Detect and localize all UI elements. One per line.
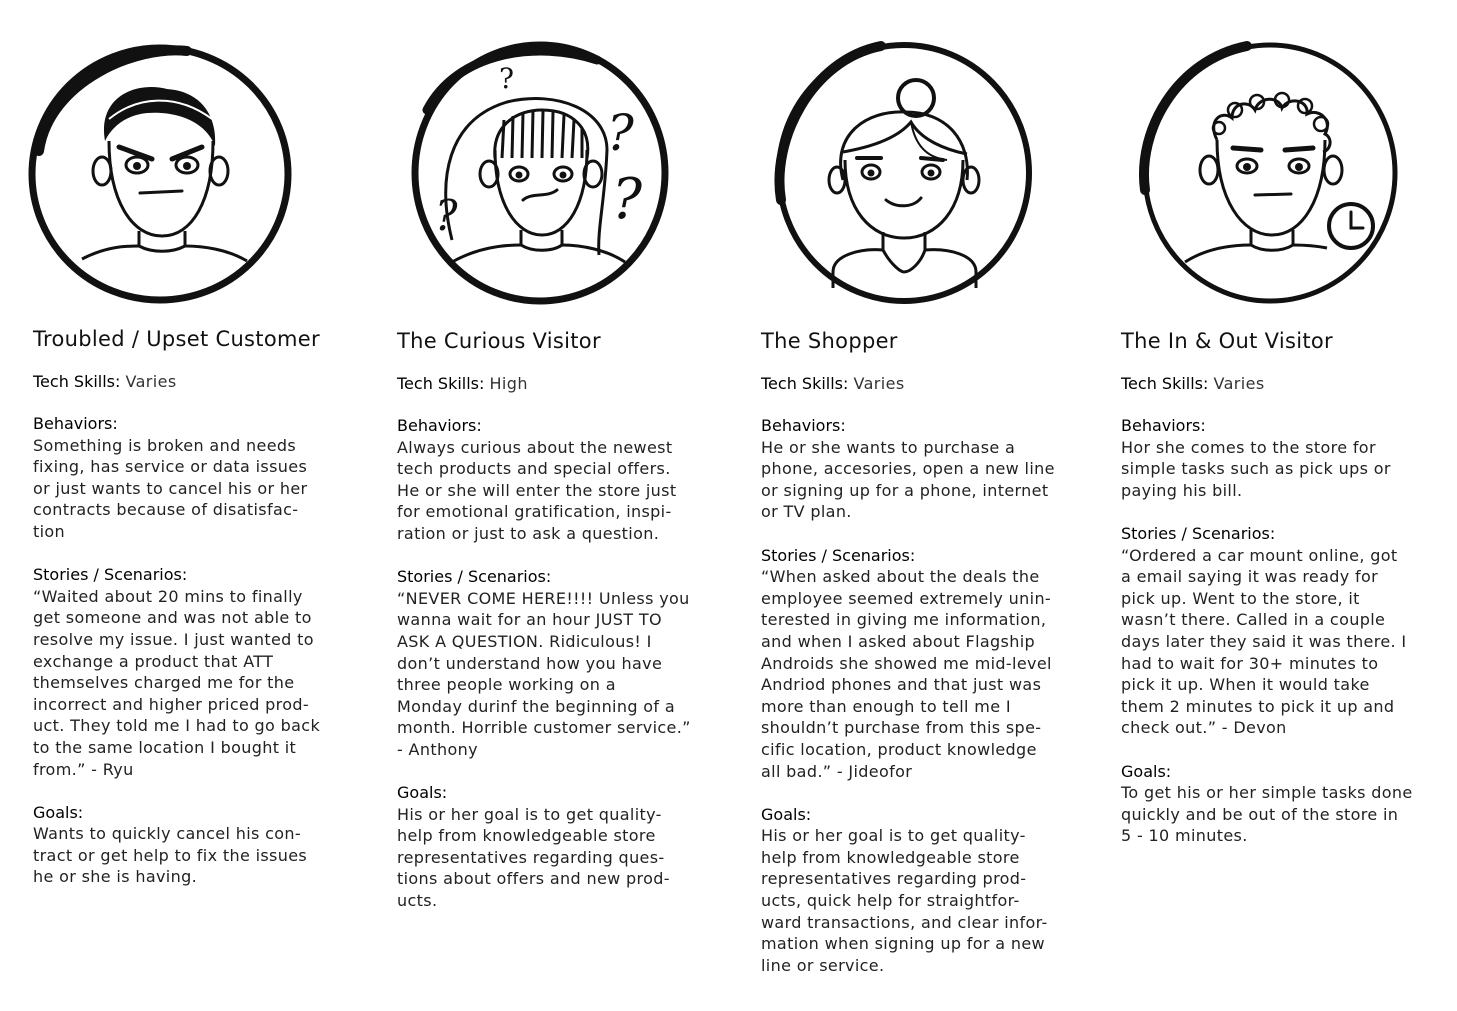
- goals-label: Goals:: [1121, 761, 1172, 781]
- tech-skills: [397, 373, 727, 395]
- behaviors-line: phone, accesories, open a new line: [761, 459, 1055, 479]
- behaviors-label: Behaviors:: [761, 416, 846, 435]
- goals-line: representatives regarding prod-: [761, 869, 1027, 889]
- behaviors-line: ration or just to ask a question.: [397, 523, 660, 543]
- stories-label: Stories / Scenarios:: [33, 565, 188, 585]
- stories-line: wanna wait for an hour JUST TO: [397, 610, 662, 630]
- stories-text: [1121, 545, 1451, 739]
- stories-line: shouldn’t purchase from this spe-: [761, 718, 1042, 738]
- behaviors-line: paying his bill.: [1121, 480, 1243, 500]
- stories-line: “Ordered a car mount online, got: [1121, 545, 1398, 565]
- behaviors-label: Behaviors:: [1121, 416, 1206, 435]
- stories-line: all bad.” - Jideofor: [761, 761, 913, 781]
- goals-line: line or service.: [761, 955, 885, 975]
- stories-line: - Anthony: [397, 739, 478, 759]
- behaviors-line: tech products and special offers.: [397, 459, 671, 479]
- persona-name: The Curious Visitor: [397, 329, 601, 353]
- behaviors-label: Behaviors:: [397, 416, 482, 435]
- goals-label: Goals:: [761, 804, 812, 824]
- goals-line: To get his or her simple tasks done: [1121, 783, 1413, 803]
- stories-text: [761, 566, 1091, 782]
- stories-label: Stories / Scenarios:: [761, 545, 916, 565]
- tech-skills-label: Tech Skills:: [761, 374, 849, 393]
- persona-name: The In & Out Visitor: [1121, 329, 1333, 353]
- goals-text: [1121, 782, 1451, 847]
- stories-line: Monday durinf the beginning of a: [397, 696, 675, 716]
- tech-skills-label: Tech Skills:: [1121, 374, 1209, 393]
- persona-name: The Shopper: [761, 329, 898, 353]
- stories-line: terested in giving me information,: [761, 610, 1047, 630]
- stories-line: employee seemed extremely unin-: [761, 588, 1052, 608]
- smiling-face-icon: [771, 40, 1037, 306]
- stories-label: Stories / Scenarios:: [397, 567, 552, 587]
- tech-skills: [1121, 373, 1451, 395]
- stories-line: get someone and was not able to: [33, 608, 312, 628]
- tech-skills: [33, 371, 363, 393]
- stories-text: [33, 586, 363, 780]
- stories-line: wasn’t there. Called in a couple: [1121, 610, 1386, 630]
- tech-skills-value: High: [489, 374, 528, 393]
- stories-line: “Waited about 20 mins to finally: [33, 586, 303, 606]
- goals-line: ucts.: [397, 891, 438, 911]
- confused-face-icon: [407, 40, 673, 306]
- goals-line: tract or get help to fix the issues: [33, 845, 308, 865]
- goals-line: help from knowledgeable store: [761, 847, 1020, 867]
- behaviors-line: tion: [33, 521, 66, 541]
- stories-label: Stories / Scenarios:: [1121, 523, 1276, 543]
- behaviors-line: He or she will enter the store just: [397, 480, 677, 500]
- behaviors-text: [1121, 437, 1451, 502]
- goals-line: ucts, quick help for straightfor-: [761, 891, 1020, 911]
- goals-line: 5 - 10 minutes.: [1121, 826, 1248, 846]
- stories-line: cific location, product knowledge: [761, 739, 1037, 759]
- goals-line: His or her goal is to get quality-: [397, 804, 662, 824]
- goals-line: ward transactions, and clear infor-: [761, 912, 1048, 932]
- behaviors-line: He or she wants to purchase a: [761, 437, 1016, 457]
- behaviors-line: or just wants to cancel his or her: [33, 478, 308, 498]
- angry-face-icon: [27, 41, 293, 307]
- behaviors-text: [761, 437, 1091, 523]
- goals-text: [33, 823, 363, 888]
- stories-line: Androids she showed me mid-level: [761, 653, 1052, 673]
- stories-line: from.” - Ryu: [33, 759, 134, 779]
- stories-line: don’t understand how you have: [397, 653, 663, 673]
- persona-text: [33, 324, 363, 910]
- stories-line: themselves charged me for the: [33, 673, 295, 693]
- tech-skills-label: Tech Skills:: [397, 374, 485, 393]
- stories-line: incorrect and higher priced prod-: [33, 694, 309, 714]
- persona-text: [397, 326, 727, 933]
- goals-line: quickly and be out of the store in: [1121, 804, 1399, 824]
- stories-line: ASK A QUESTION. Ridiculous! I: [397, 631, 652, 651]
- stories-line: a email saying it was ready for: [1121, 567, 1379, 587]
- stories-line: pick it up. When it would take: [1121, 675, 1370, 695]
- persona-text: [1121, 326, 1451, 868]
- stories-line: more than enough to tell me I: [761, 696, 1011, 716]
- persona-name: Troubled / Upset Customer: [33, 327, 320, 351]
- goals-text: [761, 825, 1091, 976]
- stories-line: month. Horrible customer service.”: [397, 718, 691, 738]
- goals-line: representatives regarding ques-: [397, 847, 665, 867]
- behaviors-line: or TV plan.: [761, 502, 852, 522]
- behaviors-line: Something is broken and needs: [33, 435, 297, 455]
- behaviors-label: Behaviors:: [33, 414, 118, 433]
- impatient-face-icon: [1137, 40, 1403, 306]
- goals-line: Wants to quickly cancel his con-: [33, 824, 302, 844]
- stories-line: “NEVER COME HERE!!!! Unless you: [397, 588, 690, 608]
- behaviors-line: contracts because of disatisfac-: [33, 500, 299, 520]
- goals-line: tions about offers and new prod-: [397, 869, 670, 889]
- behaviors-text: [397, 437, 727, 545]
- tech-skills-value: Varies: [125, 372, 177, 391]
- tech-skills-label: Tech Skills:: [33, 372, 121, 391]
- goals-line: His or her goal is to get quality-: [761, 826, 1026, 846]
- goals-label: Goals:: [33, 802, 84, 822]
- stories-text: [397, 588, 727, 761]
- svg-text:?: ?: [499, 62, 515, 95]
- persona-text: [761, 326, 1091, 998]
- behaviors-line: for emotional gratification, inspi-: [397, 502, 672, 522]
- stories-line: days later they said it was there. I: [1121, 631, 1407, 651]
- tech-skills: [761, 373, 1091, 395]
- goals-label: Goals:: [397, 783, 448, 803]
- svg-text:?: ?: [435, 191, 458, 240]
- goals-text: [397, 804, 727, 912]
- goals-line: mation when signing up for a new: [761, 934, 1045, 954]
- behaviors-line: Always curious about the newest: [397, 437, 673, 457]
- stories-line: check out.” - Devon: [1121, 718, 1287, 738]
- goals-line: he or she is having.: [33, 867, 198, 887]
- stories-line: resolve my issue. I just wanted to: [33, 629, 314, 649]
- behaviors-line: simple tasks such as pick ups or: [1121, 459, 1391, 479]
- stories-line: three people working on a: [397, 675, 616, 695]
- stories-line: and when I asked about Flagship: [761, 631, 1035, 651]
- stories-line: to the same location I bought it: [33, 737, 297, 757]
- stories-line: pick up. Went to the store, it: [1121, 588, 1360, 608]
- stories-line: exchange a product that ATT: [33, 651, 274, 671]
- stories-line: Andriod phones and that just was: [761, 675, 1042, 695]
- behaviors-line: or signing up for a phone, internet: [761, 480, 1049, 500]
- svg-text:?: ?: [612, 167, 643, 232]
- behaviors-line: Hor she comes to the store for: [1121, 437, 1376, 457]
- stories-line: them 2 minutes to pick it up and: [1121, 696, 1395, 716]
- behaviors-text: [33, 435, 363, 543]
- behaviors-line: fixing, has service or data issues: [33, 457, 308, 477]
- stories-line: uct. They told me I had to go back: [33, 716, 321, 736]
- tech-skills-value: Varies: [1213, 374, 1265, 393]
- svg-text:?: ?: [607, 104, 634, 162]
- stories-line: had to wait for 30+ minutes to: [1121, 653, 1379, 673]
- tech-skills-value: Varies: [853, 374, 905, 393]
- goals-line: help from knowledgeable store: [397, 826, 656, 846]
- stories-line: “When asked about the deals the: [761, 567, 1040, 587]
